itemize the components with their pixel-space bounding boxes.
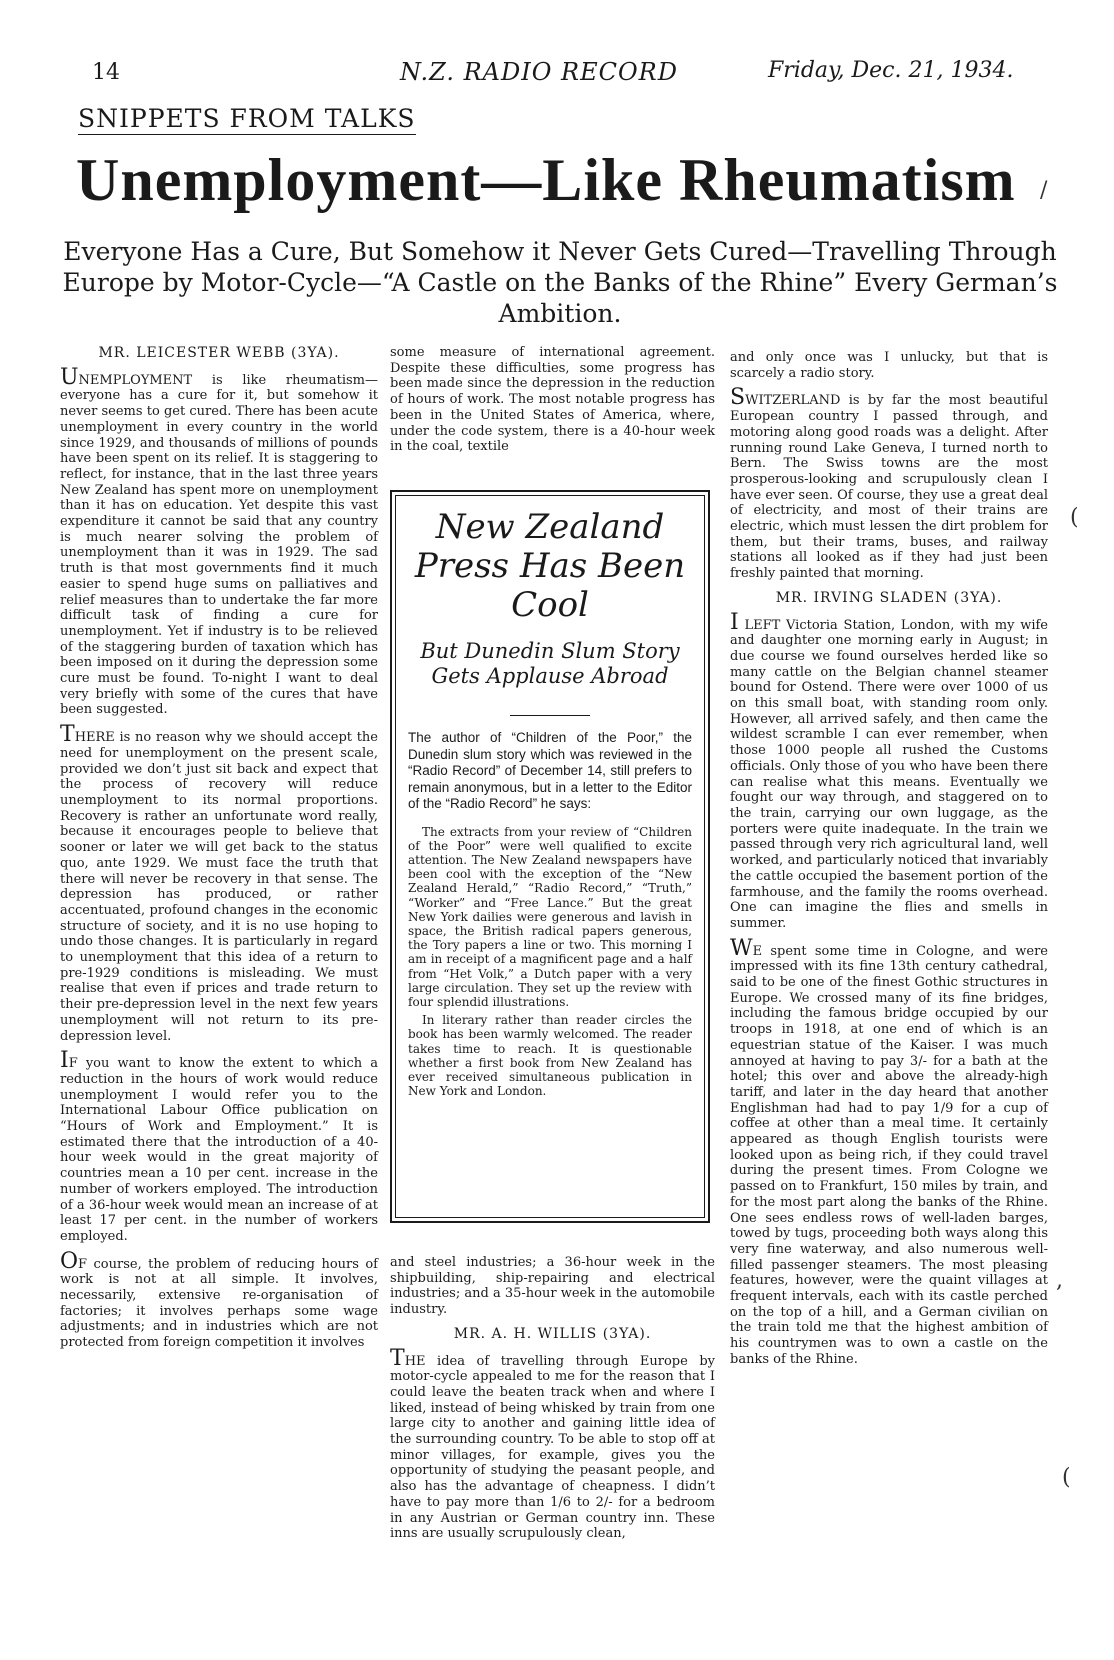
insert-title: New Zealand Press Has Been Cool	[414, 507, 686, 625]
paragraph: and steel industries; a 36-hour week in the shipbuilding, ship-repairing and electrical industries; and a 35-hour week in the automobile industry.	[390, 1255, 715, 1318]
margin-mark: /	[1040, 178, 1048, 203]
paragraph	[60, 1248, 378, 1351]
paragraph: and only once was I unlucky, but that is scarcely a radio story.	[730, 350, 1048, 381]
paragraph-text: HE idea of travelling through Europe by motor-cycle appealed to me for the reason that I could leave the beaten track when and where I liked, instead of being whisked by train from one large city to another and gaining little idea of the surrounding country. To be able to stop off at minor villages, for example, gives you the opportunity of studying the peasant people, and also has the advantage of cheapness. I didn’t have to pay more than 1/6 to 2/- for a bedroom in any Austrian or German country inn. These inns are usually scrupulously clean,	[390, 1353, 715, 1542]
section-label: SNIPPETS FROM TALKS	[78, 104, 416, 133]
paragraph-text: NEMPLOYMENT is like rheumatism—everyone has a cure for it, but somehow it never seems to get cured. There has been acute unemployment in every country in the world since 1929, and thousands of millions of pounds have been spent on its relief. It is staggering to reflect, for instance, that in the last three years New Zealand has spent more on unemployment than it has on education. Yet despite this vast expenditure it cannot be said that any country is much nearer solving the problem of unemployment than it was in 1929. The sad truth is that most governments find it much easier to spend huge sums on palliatives and relief measures than to undertake the far more difficult task of finding a cure for unemployment. Yet if industry is to be relieved of the staggering burden of taxation which has been imposed on it during the depression some cure must be found. To-night I want to deal very briefly with some of the cures that have been suggested.	[60, 372, 378, 718]
insert-paragraph: In literary rather than reader circles the book has been warmly welcomed. The reader takes time to reach. It is questionable whether a first book from New Zealand has ever received simultaneous publication in New York and London.	[408, 1013, 692, 1099]
drop-cap: T	[60, 722, 75, 748]
issue-date: Friday, Dec. 21, 1934.	[768, 58, 1014, 83]
byline-webb: MR. LEICESTER WEBB (3YA).	[98, 345, 340, 361]
boxed-insert-inner	[395, 495, 705, 1218]
insert-intro: The author of “Children of the Poor,” the Dunedin slum story which was reviewed in the “Radio Record” of December 14, still prefers to remain anonymous, but in a letter to the Editor of the “Radio Record” he says:	[408, 730, 692, 811]
headline: Unemployment—Like Rheumatism	[76, 147, 1016, 213]
paragraph	[390, 1345, 715, 1542]
subheadline: Everyone Has a Cure, But Somehow it Never Gets Cured—Travelling Through Europe by Motor-Cycle—“A Castle on the Banks of the Rhine” Every German’s Ambition.	[62, 237, 1058, 328]
column-2-bottom	[390, 1255, 715, 1551]
paragraph-text: F you want to know the extent to which a reduction in the hours of work would reduce unemployment I would refer you to the International Labour Office publication on “Hours of Work and Employment.” It is estimated there that the introduction of a 40-hour week would in the great majority of countries mean a 10 per cent. increase in the number of workers employed. The introduction of a 36-hour week would mean an increase of at least 17 per cent. in the number of workers employed.	[60, 1056, 378, 1244]
drop-cap: I	[730, 609, 739, 635]
boxed-insert	[390, 490, 710, 1223]
drop-cap: O	[60, 1248, 79, 1274]
drop-cap: W	[730, 935, 753, 961]
paragraph-text: LEFT Victoria Station, London, with my wife and daughter one morning early in August; in due course we found ourselves herded like so many cattle on the Belgian channel steamer bound for Ostend. There were over 1000 of us on this small boat, with standing room only. However, all arrived safely, and then came the wildest scramble I can ever remember, when those 1000 people all rushed the Customs officials. Only those of you who have been there can realise what this means. Eventually we fought our way through, and staggered on to the train, carrying our own luggage, as the porters were quite inadequate. In the train we passed through very rich agricultural land, well worked, and particularly noticed that invariably the cattle occupied the basement portion of the farmhouse, and the family the rooms overhead. One can imagine the flies and smells in summer.	[730, 617, 1048, 931]
paragraph	[60, 1048, 378, 1244]
paragraph	[60, 722, 378, 1044]
insert-paragraph: The extracts from your review of “Children of the Poor” were well qualified to excite attention. The New Zealand newspapers have been cool with the exception of the “New Zealand Herald,” “Radio Record,” “Truth,” “Worker” and “Free Lance.” But the great New York dailies were generous and lavish in space, the British radical papers generous, the Tory papers a line or two. This morning I am in receipt of a magnificent page and a half from “Het Volk,” a Dutch paper with a very large circulation. They set up the review with four splendid illustrations.	[408, 824, 692, 1009]
margin-mark: (	[1062, 1465, 1071, 1490]
margin-mark: ,	[1056, 1268, 1063, 1293]
paragraph-text: E spent some time in Cologne, and were impressed with its fine 13th century cathedral, said to be one of the finest Gothic structures in Europe. We crossed many of its fine bridges, including the famous bridge occupied by our troops in 1918, at one end of which is an equestrian statue of the Kaiser. I was much annoyed at having to pay 3/- for a bath at the hotel; this over and above the already-high tariff, and later in the day heard that another Englishman had had to pay 1/9 for a cup of coffee at other than a meal time. It certainly appeared as though English tourists were looked upon as being rich, if they could travel during the present times. From Cologne we passed on to Frankfurt, 150 miles by train, and for the most part along the banks of the Rhine. One sees endless rows of well-laden barges, towed by tugs, proceeding both ways along this very fine waterway, and also numerous well-filled passenger steamers. The most pleasing features, however, were the quaint villages at frequent intervals, each with its castle perched on the top of a hill, and a German civilian on the train told me that the highest ambition of his countrymen was to own a castle on the banks of the Rhine.	[730, 943, 1048, 1367]
byline-sladen: MR. IRVING SLADEN (3YA).	[775, 589, 1003, 606]
page-number: 14	[92, 60, 120, 85]
paragraph-text: WITZERLAND is by far the most beautiful European country I passed through, and motoring along good roads was a delight. After running round Lake Geneva, I turned north to Bern. The Swiss towns are the most prosperous-looking and scrupulously clean I have ever seen. Of course, they use a great deal of electricity, and most of their trains are electric, which must lessen the dirt problem for them, but their trams, buses, and railway stations all looked as if they had just been freshly painted that morning.	[730, 393, 1048, 582]
drop-cap: U	[60, 364, 79, 390]
paragraph	[60, 364, 378, 718]
byline-willis: MR. A. H. WILLIS (3YA).	[453, 1325, 652, 1342]
insert-subtitle: But Dunedin Slum Story Gets Applause Abroad	[420, 639, 680, 688]
drop-cap: S	[730, 385, 746, 411]
column-1	[60, 342, 378, 1360]
paragraph	[730, 935, 1048, 1368]
divider	[510, 715, 590, 716]
paragraph: some measure of international agreement. Despite these difficulties, some progress has been made since the depression in the reduction of hours of work. The most notable progress has been in the United States of America, where, under the code system, there is a 40-hour week in the coal, textile	[390, 345, 715, 455]
drop-cap: I	[60, 1048, 69, 1074]
publication-title: N.Z. RADIO RECORD	[400, 58, 678, 86]
drop-cap: T	[390, 1345, 405, 1371]
paragraph-text: HERE is no reason why we should accept the need for unemployment on the present scale, provided we don’t just sit back and expect that the process of recovery will reduce unemployment to its normal proportions. Recovery is rather an unfortunate word really, because it encourages people to believe that sooner or later we will get back to the status quo, ante 1929. We must face the truth that there will never be recovery in that sense. The depression has produced, or rather accentuated, profound changes in the economic structure of society, and it is no use hoping to undo those changes. It is particularly in regard to unemployment that this idea of a return to pre-1929 conditions is misleading. We must realise that even if prices and trade return to their pre-depression level in the next few years unemployment will not return to its pre-depression level.	[60, 730, 378, 1044]
paragraph	[730, 385, 1048, 582]
paragraph-text: F course, the problem of reducing hours of work is not at all simple. It involves, necessarily, extensive re-organisation of factories; it involves perhaps some wage adjustments; and in industries which are not protected from foreign competition it involves	[60, 1256, 378, 1351]
margin-mark: (	[1070, 505, 1079, 530]
paragraph	[730, 609, 1048, 932]
column-3	[730, 350, 1048, 1377]
column-2-top	[390, 345, 715, 464]
